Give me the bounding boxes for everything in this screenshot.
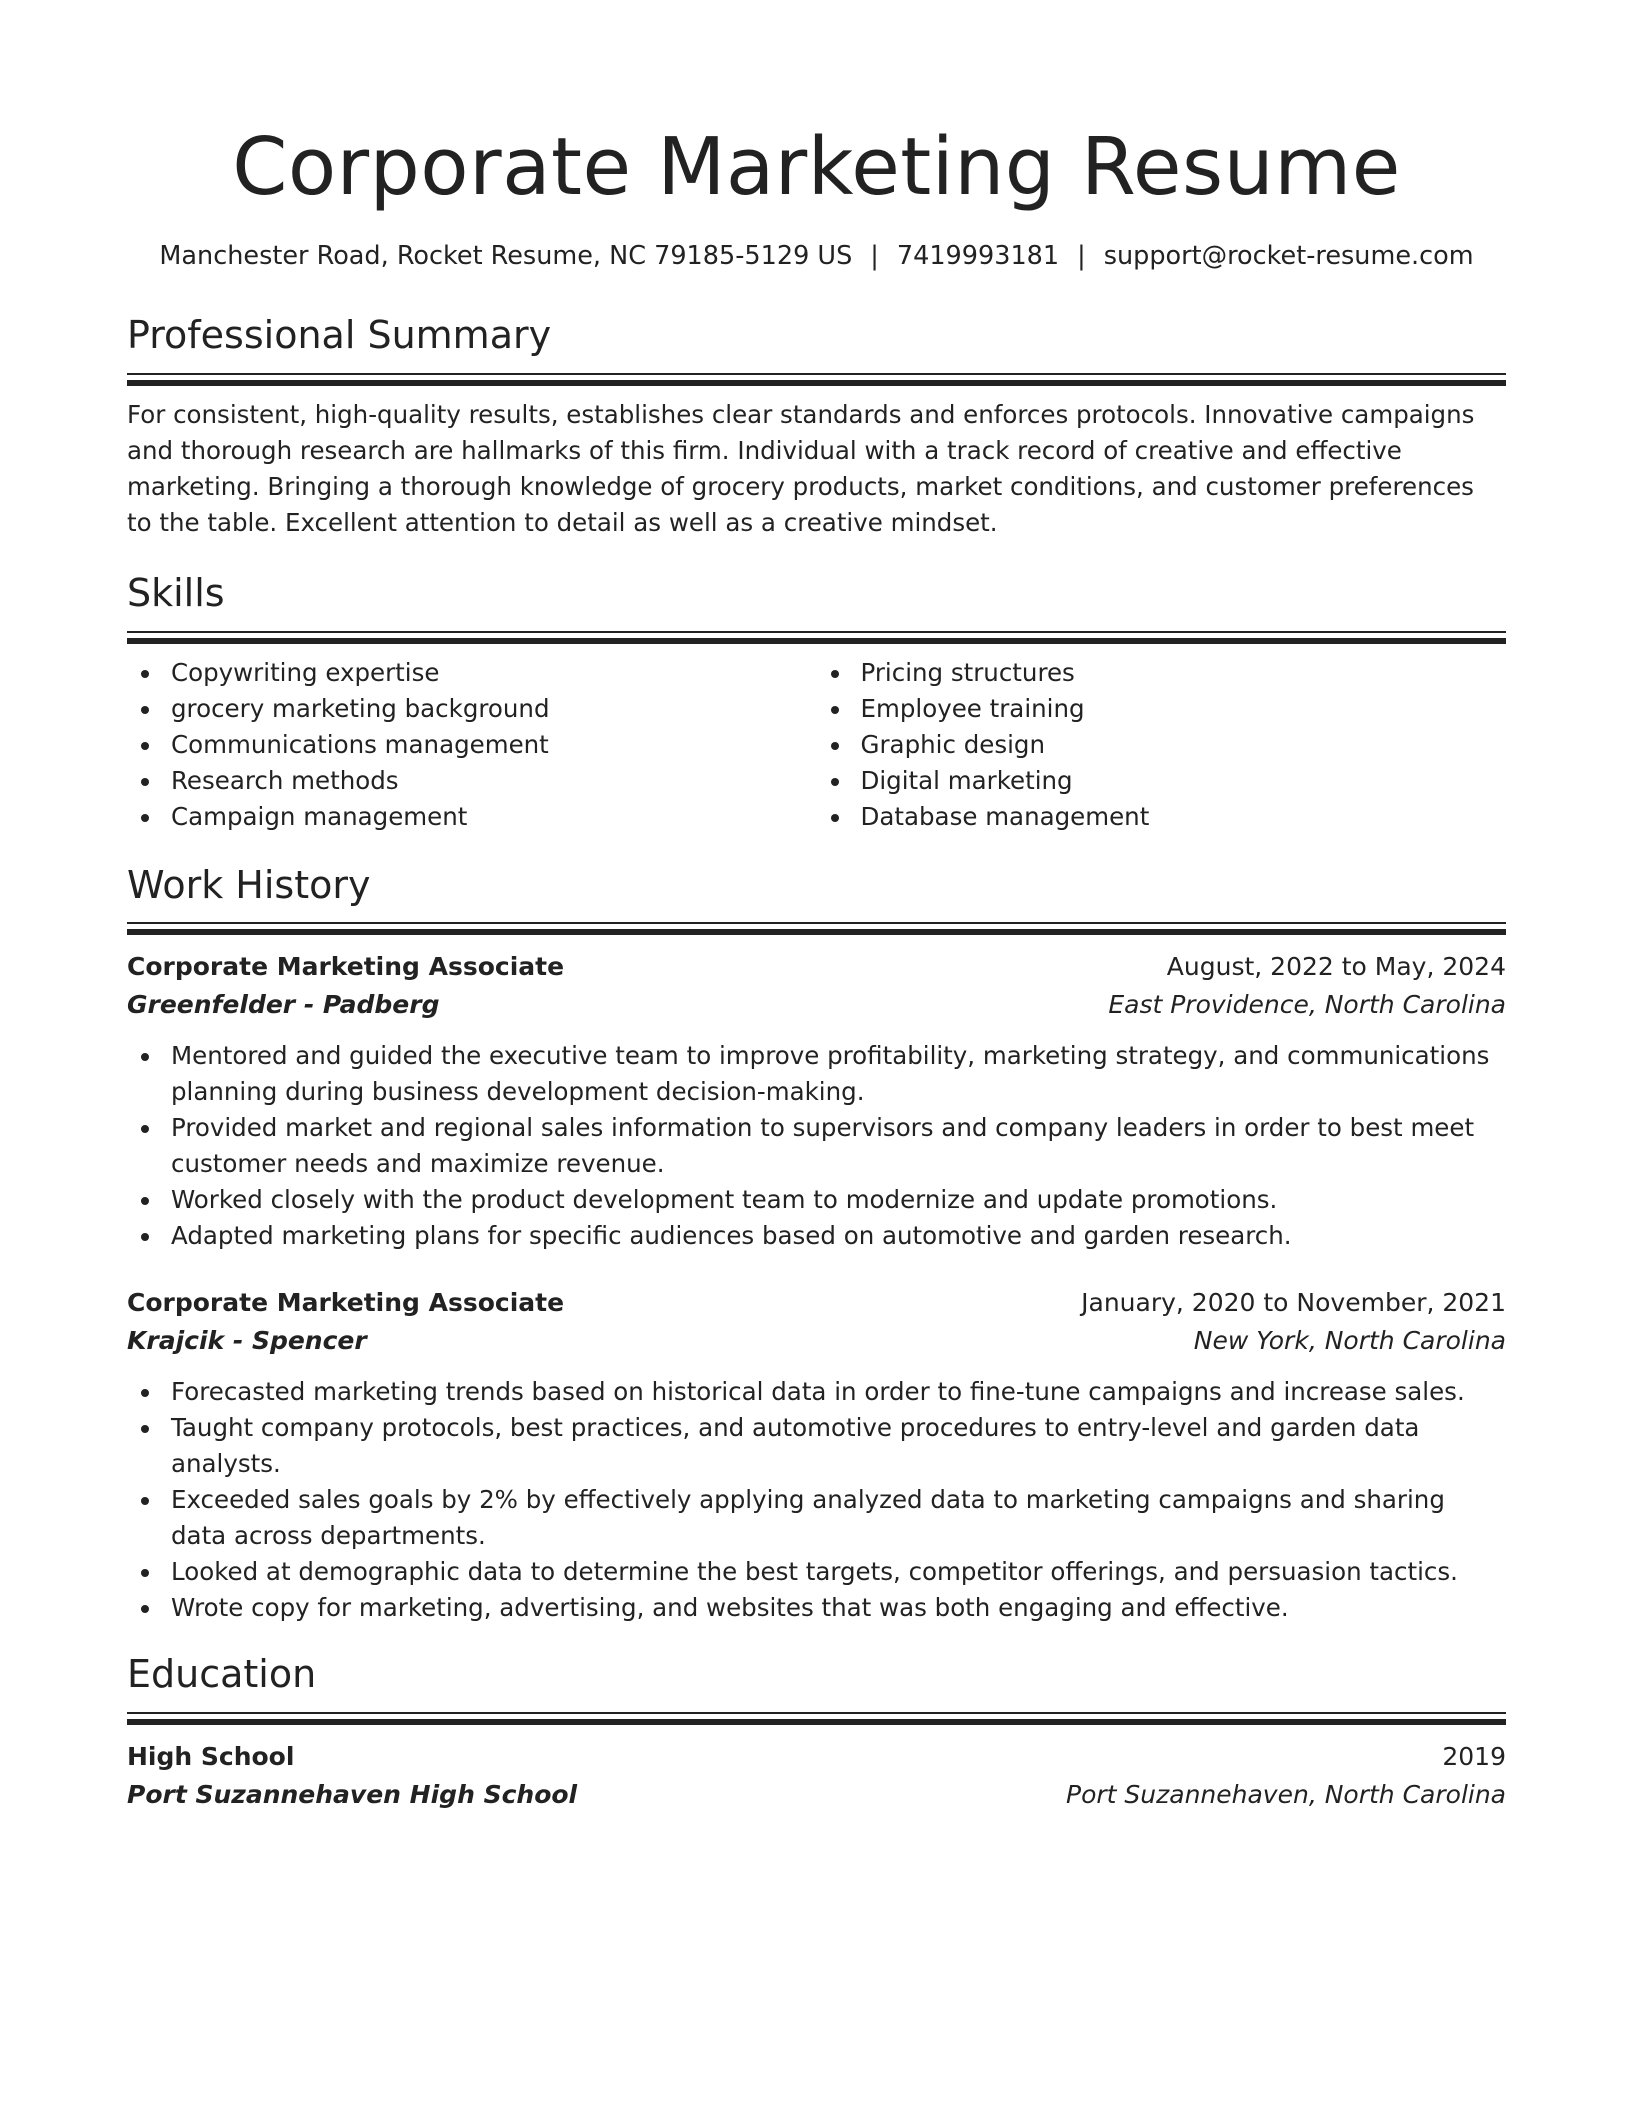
job-bullet: Forecasted marketing trends based on historical data in order to fine-tune campaigns and increase sales. [127,1374,1506,1410]
skills-columns [127,655,1506,835]
job-bullet: Wrote copy for marketing, advertising, and websites that was both engaging and effective. [127,1590,1506,1626]
section-divider [127,922,1506,934]
contact-separator: | [870,241,879,271]
job-subheader-row [127,986,1506,1024]
skill-item: Campaign management [127,799,817,835]
education-degree: High School [127,1742,295,1772]
contact-address: Manchester Road, Rocket Resume, NC 79185-5129 US [159,241,853,271]
job-company: Krajcik - Spencer [127,1326,367,1356]
contact-email: support@rocket-resume.com [1103,241,1474,271]
education-year: 2019 [1442,1742,1506,1772]
summary-heading: Professional Summary [127,313,552,357]
job-bullet: Looked at demographic data to determine the best targets, competitor offerings, and persuasion tactics. [127,1554,1506,1590]
skills-section [127,570,1506,835]
skills-list-left [127,655,817,835]
section-divider [127,1712,1506,1724]
skill-item: Copywriting expertise [127,655,817,691]
job-header-row [127,1284,1506,1322]
job-location: East Providence, North Carolina [1108,990,1506,1020]
job-title: Corporate Marketing Associate [127,952,565,982]
education-entry [127,1738,1506,1814]
job-bullet: Provided market and regional sales information to supervisors and company leaders in order to best meet customer needs and maximize revenue. [127,1110,1506,1182]
education-subheader-row [127,1776,1506,1814]
skill-item: Graphic design [817,727,1507,763]
education-location: Port Suzannehaven, North Carolina [1066,1780,1506,1810]
summary-section [127,315,1506,541]
job-entry [127,1284,1506,1626]
job-bullets [127,1038,1506,1254]
summary-text: For consistent, high-quality results, establishes clear standards and enforces protocols. Innovative campaigns and thorough research are hallmarks of this firm. Individual with a track record of creative and effective marketing. Bringing a thorough knowledge of grocery products, market conditions, and customer preferences to the table. Excellent attention to detail as well as a creative mindset. [127,399,1475,537]
education-school: Port Suzannehaven High School [127,1780,578,1810]
skill-item: Research methods [127,763,817,799]
job-bullets [127,1374,1506,1626]
education-heading: Education [127,1652,317,1697]
job-bullet: Taught company protocols, best practices, and automotive procedures to entry-level and garden data analysts. [127,1410,1506,1482]
contact-line [127,241,1506,271]
contact-phone: 7419993181 [896,241,1060,271]
job-bullet: Mentored and guided the executive team to improve profitability, marketing strategy, and communications planning during business development decision-making. [127,1038,1506,1110]
job-header-row [127,948,1506,986]
job-entry [127,948,1506,1254]
skill-item: Communications management [127,727,817,763]
skill-item: Database management [817,799,1507,835]
job-bullet: Worked closely with the product development team to modernize and update promotions. [127,1182,1506,1218]
job-bullet: Adapted marketing plans for specific audiences based on automotive and garden research. [127,1218,1506,1254]
skill-item: grocery marketing background [127,691,817,727]
job-dates: August, 2022 to May, 2024 [1166,952,1506,982]
work-section [127,862,1506,1627]
skill-item: Pricing structures [817,655,1507,691]
section-divider [127,373,1506,385]
skill-item: Digital marketing [817,763,1507,799]
job-title: Corporate Marketing Associate [127,1288,565,1318]
skills-heading: Skills [127,570,225,615]
contact-separator: | [1077,241,1086,271]
skills-list-right [817,655,1507,835]
job-bullet: Exceeded sales goals by 2% by effectively applying analyzed data to marketing campaigns and sharing data across departments. [127,1482,1506,1554]
skill-item: Employee training [817,691,1507,727]
job-dates: January, 2020 to November, 2021 [1081,1288,1506,1318]
job-company: Greenfelder - Padberg [127,990,440,1020]
resume-title: Corporate Marketing Resume [232,121,1401,213]
education-section [127,1654,1506,1814]
section-divider [127,631,1506,643]
job-subheader-row [127,1322,1506,1360]
education-header-row [127,1738,1506,1776]
work-heading: Work History [127,862,371,907]
job-location: New York, North Carolina [1193,1326,1506,1356]
